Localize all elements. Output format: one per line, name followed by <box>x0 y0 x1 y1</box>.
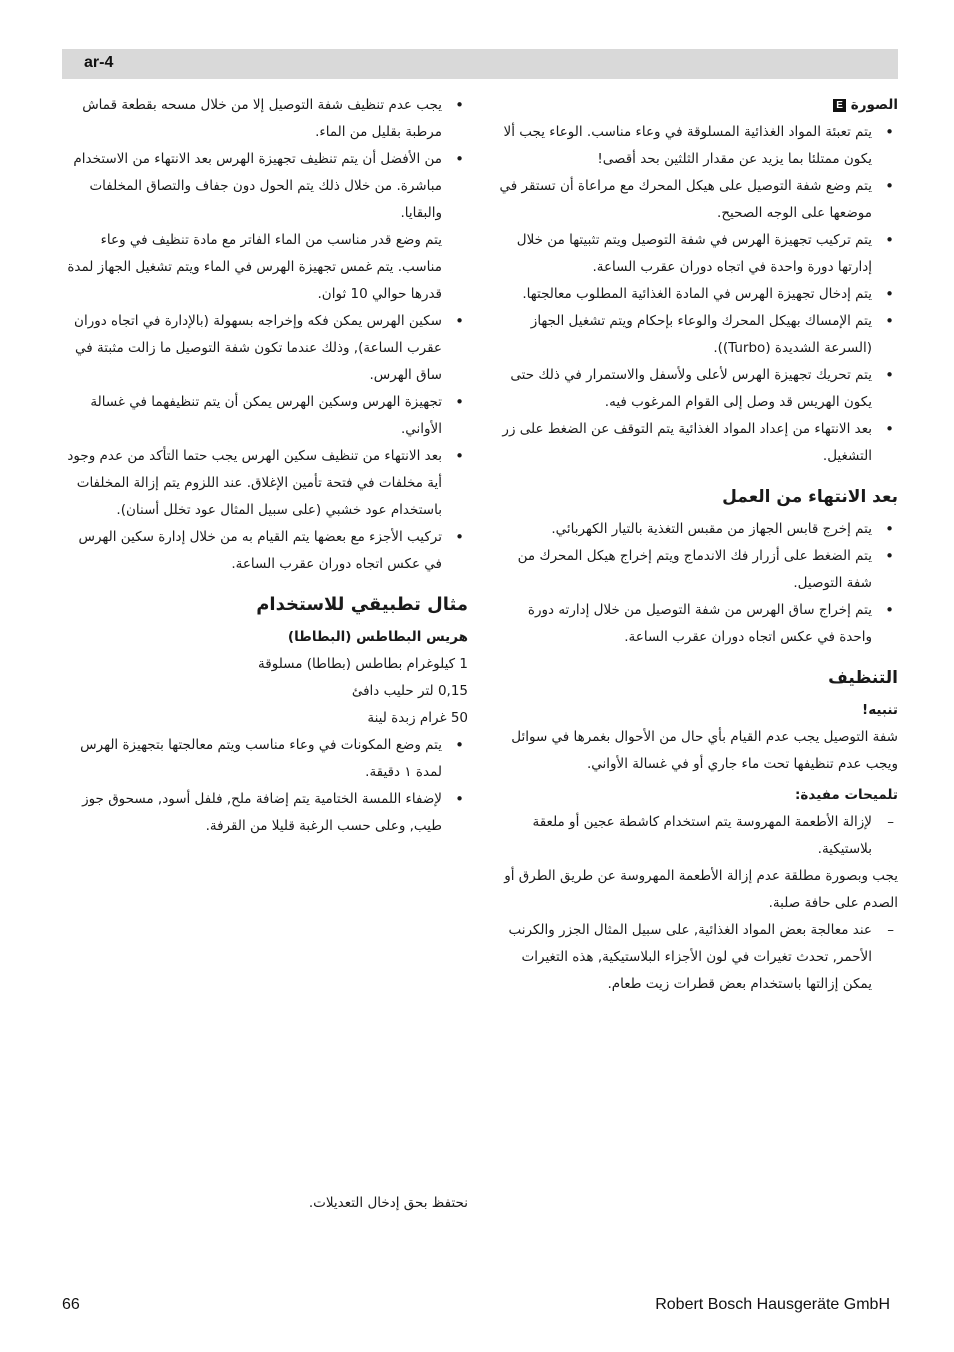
list-item: • بعد الانتهاء من تنظيف سكين الهرس يجب حتما التأكد من عدم وجود أية مخلفات في فتحة تأمين الإغلاق. عند اللزوم يتم إزالة المخلفات باستخدام عود خشبي (على سبيل المثال عود تخلل أسنان). <box>62 443 468 524</box>
cleaning-heading: التنظيف <box>828 668 898 688</box>
header-bar <box>62 49 898 79</box>
list-item: • يتم تحريك تجهيزة الهرس لأعلى ولأسفل والاستمرار في ذلك حتى يكون الهريس قد وصل إلى القوام المرغوب فيه. <box>496 362 898 416</box>
after-work-heading: بعد الانتهاء من العمل <box>722 487 898 507</box>
page-number: 66 <box>62 1296 80 1313</box>
list-item: • تركيب الأجزء مع بعضها يتم القيام به من خلال إدارة سكين الهرس في عكس اتجاه دوران عقرب الساعة. <box>62 524 468 578</box>
list-item: • يتم وضع المكونات في وعاء مناسب ويتم معالجتها بتجهيزة الهرس لمدة ١ دقيقة. <box>62 732 468 786</box>
list-item: • تجهيزة الهرس وسكين الهرس يمكن أن يتم تنظيفهما في غسالة الأواني. <box>62 389 468 443</box>
recipe-title: هريس البطاطس (البطاطا) <box>287 629 468 645</box>
warning-text: شفة التوصيل يجب عدم القيام بأي حال من الأحوال بغمرها في سوائل ويجب عدم تنظيفها تحت ماء جاري أو في غسالة الأواني. <box>511 729 898 772</box>
list-item: • يتم إخرج قابس الجهاز من مقبس التغذية بالتيار الكهربائي. <box>496 516 898 543</box>
tip-item: – لإزالة الأطعمة المهروسة يتم استخدام كاشطة عجين أو ملعقة بلاستيكية. <box>496 809 898 863</box>
list-item: • يتم تركيب تجهيزة الهرس في شفة التوصيل ويتم تثبيتها من خلال إدارتها دورة واحدة في اتجاه دوران عقرب الساعة. <box>496 227 898 281</box>
warning-heading: تنبيه! <box>862 702 898 718</box>
rights-note: نحتفظ بحق إدخال التعديلات. <box>308 1195 468 1211</box>
ingredient-item: 50 غرام زبدة لينة <box>367 710 468 726</box>
list-item: • يتم الإمساك بهيكل المحرك والوعاء بإحكام ويتم تشغيل الجهاز (السرعة الشديدة (Turbo)). <box>496 308 898 362</box>
after-work-bullet-list <box>496 516 898 651</box>
ingredient-item: 0,15 لتر حليب دافئ <box>351 683 468 699</box>
example-heading: مثال تطبيقي للاستخدام <box>256 594 468 615</box>
figure-e-icon: E <box>833 99 846 112</box>
list-item: • يتم إدخال تجهيزة الهرس في المادة الغذائية المطلوب معالجتها. <box>496 281 898 308</box>
list-item: • يتم تعبئة المواد الغذائية المسلوقة في وعاء مناسب. الوعاء يجب ألا يكون ممتلئا بما يزيد عن مقدار الثلثين بحد أقصى! <box>496 119 898 173</box>
page-label: ar-4 <box>84 54 114 71</box>
list-item-extra: يتم وضع قدر مناسب من الماء الفاتر مع مادة تنظيف في وعاء مناسب. يتم غمس تجهيزة الهرس في الماء ويتم تشغيل الجهاز لمدة قدرها حوالي 10 ثوان. <box>67 232 442 302</box>
figure-heading: الصورة E <box>496 92 898 119</box>
right-column <box>496 92 898 998</box>
list-item: • لإضفاء اللمسة الختامية يتم إضافة ملح, فلفل أسود, مسحوق جوز طيب, وعلى حسب الرغبة قليلا من القرفة. <box>62 786 468 840</box>
tips-heading: تلميحات مفيدة: <box>795 787 898 803</box>
list-item: • يتم وضع شفة التوصيل على هيكل المحرك مع مراعاة أن تستقر في موضعها على الوجه الصحيح. <box>496 173 898 227</box>
left-column <box>62 92 468 840</box>
list-item: • يجب عدم تنظيف شفة التوصيل إلا من خلال مسحه بقطعة قماش مرطبة بقليل من الماء. <box>62 92 468 146</box>
list-item: • يتم الضغط على أزرار فك الاندماج ويتم إخراج هيكل المحرك من شفة التوصيل. <box>496 543 898 597</box>
ingredient-item: 1 كيلوغرام بطاطس (بطاطا) مسلوقة <box>258 656 468 672</box>
operation-bullet-list <box>496 119 898 470</box>
list-item: • من الأفضل أن يتم تنظيف تجهيزة الهرس بعد الانتهاء من الاستخدام مباشرة. من خلال ذلك يتم الحول دون جفاف والتصاق المخلفات والبقايا. <box>62 146 468 227</box>
list-item: • بعد الانتهاء من إعداد المواد الغذائية يتم التوقف عن الضغط على زر التشغيل. <box>496 416 898 470</box>
tip-extra: يجب وبصورة مطلقة عدم إزالة الأطعمة المهروسة عن طريق الطرق أو الصدم على حافة صلبة. <box>504 868 898 911</box>
tip-item: – عند معالجة بعض المواد الغذائية, على سبيل المثال الجزر والكرنب الأحمر, تحدث تغيرات في لون الأجزاء البلاستيكية, هذه التغيرات يمكن إزالتها باستخدام بعض قطرات زيت طعام. <box>496 917 898 998</box>
list-item: • يتم إخراج ساق الهرس من شفة التوصيل من خلال إدارته دورة واحدة في عكس اتجاه دوران عقرب الساعة. <box>496 597 898 651</box>
list-item: • سكين الهرس يمكن فكه وإخراجه بسهولة (بالإدارة في اتجاه دوران عقرب الساعة), وذلك عندما تكون شفة التوصيل ما زالت مثبتة في ساق الهرس. <box>62 308 468 389</box>
company-name: Robert Bosch Hausgeräte GmbH <box>655 1296 890 1313</box>
